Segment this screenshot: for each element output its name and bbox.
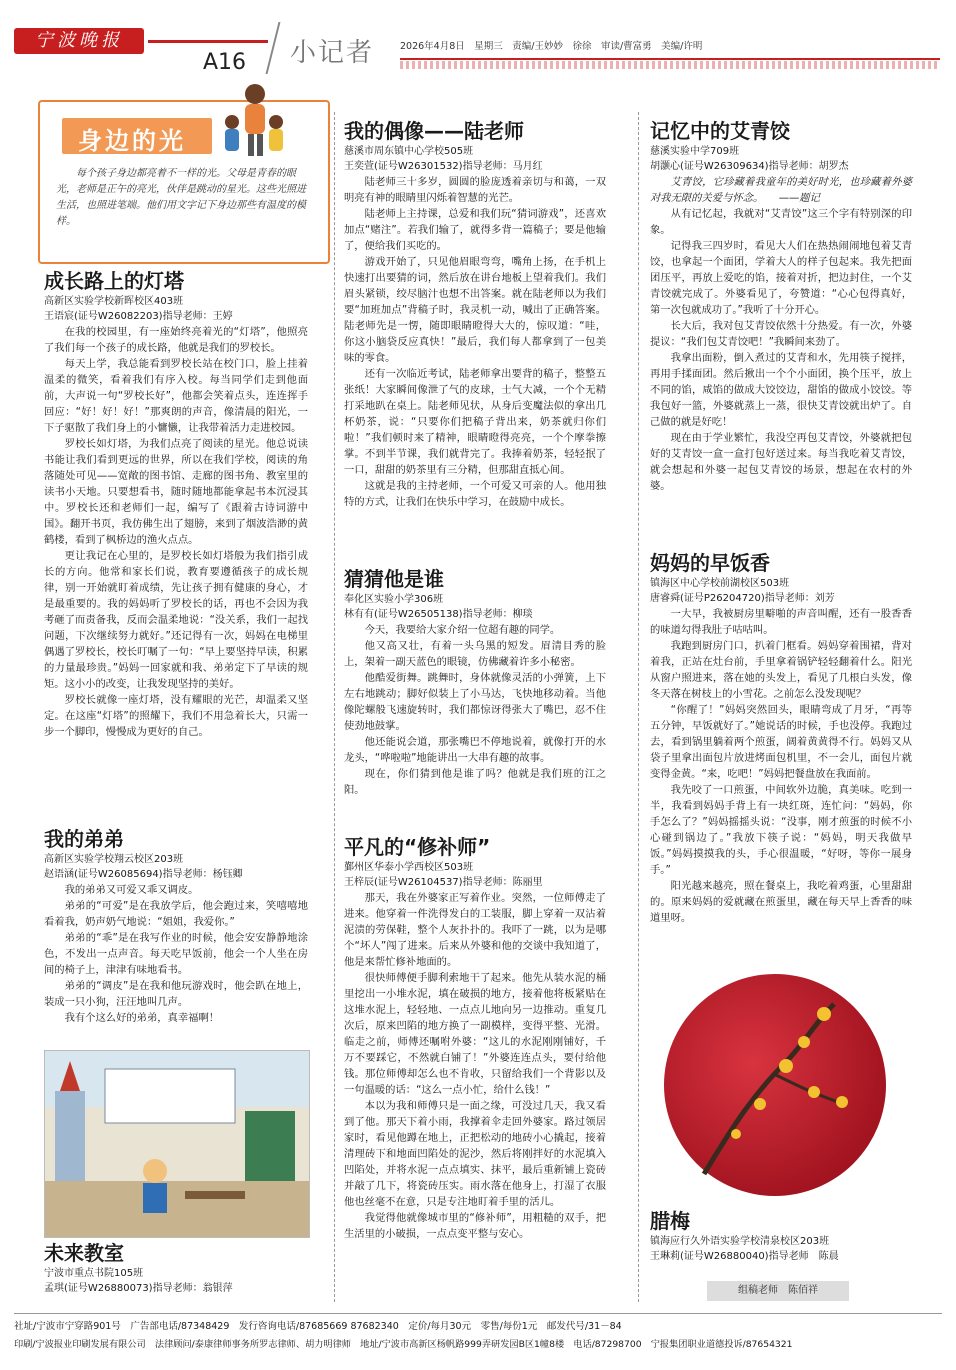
article-paragraph: 那天，我在外婆家正写着作业。突然，一位师傅走了进来。他穿着一件洗得发白的工装服，脚上穿着一双沾着泥渍的劳保鞋，整个人灰扑扑的。我吓了一跳，以为是哪个“坏人”闯了进来。后来从外婆和他的交谈中我知道了，他是来帮忙修补地面的。 xyxy=(344,892,606,968)
artwork-title: 腊梅 xyxy=(650,1209,690,1233)
masthead xyxy=(0,0,956,110)
article-paragraph: 更让我记在心里的，是罗校长如灯塔般为我们指引成长的方向。他常和家长们说，教育要遵循孩子的成长规律，别一开始就盯着成绩，先让孩子拥有健康的身心，才是最重要的。我的妈妈听了罗校长的话，再也不会因为我考砸了而责备我，反而会温柔地说：“没关系，我们一起找问题，下次继续努力就好。”还记得有一次，妈妈在电梯里偶遇了罗校长，校长叮嘱了一句：“早上要坚持早读，积累的力量最珍贵。”妈妈一回家就和我、弟弟定下了早读的规矩。这小小的改变，让我发现坚持的美好。 xyxy=(44,550,308,690)
footer-address: 社址/宁波市宁穿路901号 广告部电话/87348429 发行咨询电话/87685669 87682340 定价/每月30元 零售/每份1元 邮发代号/31－84 xyxy=(14,1321,622,1332)
column-divider xyxy=(334,112,335,1302)
article-school: 慈溪实验中学709班 xyxy=(650,146,740,157)
article-byline: 胡灏心(证号W26309634)指导老师：胡罗杰 xyxy=(650,161,849,172)
article-paragraph: 我先咬了一口煎蛋，中间软外边脆，真美味。吃到一半，我看到妈妈手背上有一块红斑，连忙问：“妈妈，你手怎么了？”妈妈摇摇头说：“没事，刚才煎蛋的时候不小心碰到锅边了。”我放下筷子说：“妈妈，明天我做早饭。”妈妈摸摸我的头，手心很温暖，“好呀，等你一展身手。” xyxy=(650,784,912,876)
article-paragraph: 他还能说会道，那张嘴巴不停地说着，就像打开的水龙头，“哗啦啦”地能讲出一大串有趣的故事。 xyxy=(344,736,606,764)
article-paragraph: 我觉得他就像城市里的“修补师”，用粗糙的双手，把生活里的小破损，一点点变平整与安心。 xyxy=(344,1212,606,1240)
article-paragraph: 一大早，我被厨房里噼啪的声音叫醒，还有一股香香的味道勾得我肚子咕咕叫。 xyxy=(650,608,912,636)
article-paragraph: 记得我三四岁时，看见大人们在热热闹闹地包着艾青饺，也拿起一个面团，学着大人的样子包起来。我先把面团压平，再放上爱吃的馅，接着对折，把边封住，一个艾青饺就完成了。外婆看见了，夸赞道：“心心包得真好，第一次包就成功了。”我听了十分开心。 xyxy=(650,240,912,316)
column-divider xyxy=(638,112,639,1302)
plum-branch-drawing xyxy=(664,974,886,1196)
article-title: 我的偶像——陆老师 xyxy=(344,119,524,143)
plum-blossom-painting xyxy=(664,974,886,1196)
artwork-byline: 王琳莉(证号W26880040)指导老师 陈晨 xyxy=(650,1251,839,1262)
artwork-school: 宁波市重点书院105班 xyxy=(44,1268,144,1279)
article-paragraph: 弟弟的“调皮”是在我和他玩游戏时，他会趴在地上，装成一只小狗，汪汪地叫几声。 xyxy=(44,980,308,1008)
article-paragraph: 从有记忆起，我就对“艾青饺”这三个字有特别深的印象。 xyxy=(650,208,912,236)
article-school: 高新区实验学校新晖校区403班 xyxy=(44,296,184,307)
page-number: A16 xyxy=(203,50,247,75)
article-paragraph: 陆老师三十多岁，圆圆的脸庞透着亲切与和蔼，一双明亮有神的眼睛里闪烁着智慧的光芒。 xyxy=(344,176,606,204)
article-breakfast xyxy=(650,550,912,926)
article-school: 奉化区实验小学306班 xyxy=(344,594,444,605)
article-paragraph: 现在，你们猜到他是谁了吗？他就是我们班的江之阳。 xyxy=(344,768,606,796)
article-paragraph: 现在由于学业繁忙，我没空再包艾青饺，外婆就把包好的艾青饺一盒一盒打包好送过来。每当我吃着艾青饺，就会想起和外婆一起包艾青饺的场景，想起在农村的外婆。 xyxy=(650,432,912,492)
future-classroom-painting xyxy=(44,1050,310,1238)
article-paragraph: 罗校长如灯塔，为我们点亮了阅读的星光。他总说读书能让我们看到更远的世界，所以在我们学校，阅读的角落随处可见——宽敞的图书馆、走廊的图书角、教室里的读书小天地。只要想看书，随时随地都能拿起书本沉浸其中。罗校长还和老师们一起，编写了《跟着古诗词游中国》。翻开书页，我仿佛生出了翅膀，来到了烟波浩渺的黄鹤楼，看到了枫桥边的渔火点点。 xyxy=(44,438,308,546)
article-school: 慈溪市周东镇中心学校505班 xyxy=(344,146,474,157)
article-brother xyxy=(44,826,308,1026)
article-paragraph: 我有个这么好的弟弟，真幸福啊！ xyxy=(64,1012,220,1024)
article-paragraph: 游戏开始了，只见他眉眼弯弯，嘴角上扬，在手机上快速打出要猜的词，然后放在讲台地板上望着我们。我们眉头紧锁，绞尽脑汁也想不出答案。就在陆老师以为我们要“加班加点”背稿子时，我灵机一动，喊出了正确答案。陆老师先是一愣，随即眼睛瞪得大大的，惊叹道：“哇，你这小脑袋反应真快！”最后，我们每人都拿到了一包美味的零食。 xyxy=(344,256,606,364)
article-school: 高新区实验学校翔云校区203班 xyxy=(44,854,184,865)
article-paragraph: 每天上学，我总能看到罗校长站在校门口，脸上挂着温柔的微笑，看着我们有序入校。每当同学们走到他面前，大声说一句“罗校长好”，他都会笑着点头，连连挥手回应：“好！好！好！”那爽朗的声音，像清晨的阳光，一下子驱散了我们身上的小慵懒，让我带着活力走进校园。 xyxy=(44,358,308,434)
article-school: 鄞州区华泰小学西校区503班 xyxy=(344,862,474,873)
article-repairer xyxy=(344,834,606,1242)
article-paragraph: 今天，我要给大家介绍一位超有趣的同学。 xyxy=(364,624,561,636)
editor-credit: 组稿老师 陈佰祥 xyxy=(707,1281,849,1301)
article-paragraph: 弟弟的“可爱”是在我放学后，他会跑过来，笑嘻嘻地看着我，奶声奶气地说：“姐姐，我爱你。” xyxy=(44,900,308,928)
article-paragraph: 阳光越来越亮，照在餐桌上，我吃着鸡蛋，心里甜甜的。原来妈妈的爱就藏在煎蛋里，藏在每天早上香香的味道里呀。 xyxy=(650,880,912,924)
article-byline: 赵语涵(证号W26085694)指导老师：杨钰卿 xyxy=(44,869,243,880)
masthead-rule xyxy=(148,40,268,43)
article-title: 猜猜他是谁 xyxy=(344,567,444,591)
article-guess xyxy=(344,566,606,798)
artwork-caption-plum xyxy=(650,1208,912,1264)
article-epigraph: 艾青饺，它珍藏着我童年的美好时光，也珍藏着外婆对我无限的关爱与怀念。 ——题记 xyxy=(650,176,912,204)
article-paragraph: 他酷爱街舞。跳舞时，身体就像灵活的小弹簧，上下左右地跳动；脚好似装上了小马达，飞快地移动着。当他像陀螺般飞速旋转时，我们都惊讶得张大了嘴巴，忍不住使劲地鼓掌。 xyxy=(344,672,606,732)
article-paragraph: 罗校长就像一座灯塔，没有耀眼的光芒，却温柔又坚定。在这座“灯塔”的照耀下，我们不用急着长大，只需一步一个脚印，慢慢成为更好的自己。 xyxy=(44,694,308,738)
artwork-caption-classroom xyxy=(44,1240,308,1296)
article-title: 成长路上的灯塔 xyxy=(44,269,184,293)
article-title: 平凡的“修补师” xyxy=(344,835,491,859)
article-school: 镇海区中心学校前湖校区503班 xyxy=(650,578,790,589)
header-pattern xyxy=(400,61,940,69)
newspaper-logo: 宁波晚报 xyxy=(14,28,144,54)
intro-title: 身边的光 xyxy=(78,126,186,155)
article-title: 妈妈的早饭香 xyxy=(650,551,770,575)
article-lighthouse xyxy=(44,268,308,740)
article-paragraph: “你醒了！”妈妈突然回头，眼睛弯成了月牙，“再等五分钟，早饭就好了。”她说话的时候，手也没停。我跑过去，看到锅里躺着两个煎蛋，阔着黄黄得不行。妈妈又从袋子里拿出面包片放进烤面包机里，不一会儿，面包片就变得金黄。“来，吃吧！”妈妈把餐盘放在我面前。 xyxy=(650,704,912,780)
article-title: 记忆中的艾青饺 xyxy=(650,119,790,143)
article-paragraph: 我的弟弟又可爱又乖又调皮。 xyxy=(64,884,199,896)
footer-printing: 印刷/宁波报业印刷发展有限公司 法律顾问/泰康律师事务所罗志律师、胡力明律师 地址/宁波市高新区杨帆路999弄研发园B区1幢8楼 电话/87298700 宁报集团职业道德投诉/87654321 xyxy=(14,1339,793,1350)
section-title: 小记者 xyxy=(290,38,375,68)
article-paragraph: 弟弟的“乖”是在我写作业的时候，他会安安静静地涂色，不发出一点声音。每天吃早饭前，他会一个人坐在房间的椅子上，津津有味地看书。 xyxy=(44,932,308,976)
family-illustration xyxy=(212,76,298,162)
article-byline: 王语宸(证号W26082203)指导老师：王婷 xyxy=(44,311,233,322)
article-paragraph: 在我的校园里，有一座始终亮着光的“灯塔”，他照亮了我们每一个孩子的成长路，他就是我们的罗校长。 xyxy=(44,326,308,354)
article-paragraph: 我跑到厨房门口，扒着门框看。妈妈穿着围裙，背对着我，正站在灶台前，手里拿着锅铲轻轻翻着什么。阳光从窗户照进来，落在她的头发上，看见了几根白头发，像冬天落在树枝上的小雪花。之前怎么没发现呢？ xyxy=(650,640,912,700)
article-paragraph: 我拿出面粉，倒入煮过的艾青和水，先用筷子搅拌，再用手揉面团。然后揪出一个个小面团，换个压平，放上不同的馅，咸馅的做成大饺饺边，甜馅的做成小饺饺。等我包好一篮，外婆就蒸上一蒸，很快艾青饺就出炉了。自己做的就是好吃！ xyxy=(650,352,912,428)
article-paragraph: 他又高又壮，有着一头乌黑的短发。眉清目秀的脸上，架着一副天蓝色的眼镜，仿佛藏着许多小秘密。 xyxy=(344,640,606,668)
header-rule xyxy=(400,58,940,60)
divider-slash xyxy=(266,22,281,74)
article-byline: 林有有(证号W26505138)指导老师：柳琰 xyxy=(344,609,533,620)
article-paragraph: 这就是我的主持老师，一个可爱又可亲的人。他用独特的方式，让我们在快乐中学习，在鼓励中成长。 xyxy=(344,480,606,508)
artwork-byline: 孟琪(证号W26880073)指导老师：翁银萍 xyxy=(44,1283,233,1294)
classroom-drawing xyxy=(45,1051,309,1237)
article-paragraph: 长大后，我对包艾青饺依然十分热爱。有一次，外婆提议：“我们包艾青饺吧！”我瞬间来劲了。 xyxy=(650,320,912,348)
artwork-school: 镇海应行久外语实验学校清泉校区203班 xyxy=(650,1236,830,1247)
article-byline: 唐睿舜(证号P26204720)指导老师：刘芳 xyxy=(650,593,835,604)
article-idol xyxy=(344,118,606,510)
article-dumplings xyxy=(650,118,912,494)
article-title: 我的弟弟 xyxy=(44,827,124,851)
article-byline: 王奕萱(证号W26301532)指导老师：马月红 xyxy=(344,161,543,172)
issue-info: 2026年4月8日 星期三 责编/王妙妙 徐徐 审读/曹富勇 美编/许明 xyxy=(400,41,703,52)
article-paragraph: 很快师傅便手脚利索地干了起来。他先从装水泥的桶里挖出一小堆水泥，填在破损的地方，接着他将板紧贴在这堆水泥上，轻轻地、一点点儿地向另一边推动。重复几次后，原来凹陷的地方换了一副模样，变得平整、光滑。临走之前，师傅还嘱咐外婆：“这儿的水泥刚刚铺好，千万不要踩它，不然就白铺了！”外婆连连点头，要付给他钱。那位师傅却怎么也不肯收，只留给我们一个背影以及一句温暖的话：“这么一点小忙，给什么钱！” xyxy=(344,972,606,1096)
article-paragraph: 本以为我和师傅只是一面之缘，可没过几天，我又看到了他。那天下着小雨，我撑着伞走回外婆家。路过领居家时，看见他蹲在地上，正把松动的地砖小心撬起，接着清理砖下和地面凹陷处的泥沙，然后将刚拌好的水泥填入凹陷处，并将水泥一点点填实、抹平，最后重新铺上瓷砖并敲了几下，将瓷砖压实。雨水落在他身上，打湿了衣服他也丝毫不在意，只是专注地盯着手里的活儿。 xyxy=(344,1100,606,1208)
footer-rule xyxy=(14,1313,942,1314)
article-paragraph: 陆老师上主持课，总爱和我们玩“猜词游戏”，还喜欢加点“赌注”。若我们输了，就得多背一篇稿子；要是他输了，便给我们买吃的。 xyxy=(344,208,606,252)
article-byline: 王梓辰(证号W26104537)指导老师：陈丽里 xyxy=(344,877,543,888)
article-paragraph: 还有一次临近考试，陆老师拿出要背的稿子，整整五张纸！大家瞬间像泄了气的皮球，士气大减，一个个无精打采地趴在桌上。陆老师见状，从身后变魔法似的拿出几杯奶茶，说：“只要你们把稿子背出来，奶茶就归你们啦！”我们顿时来了精神，眼睛瞪得亮亮，一个个摩拳擦掌。不到半节课，我们就背完了。我捧着奶茶，轻轻抿了一口，甜甜的奶茶里有三分精，但那甜直抵心间。 xyxy=(344,368,606,476)
artwork-title: 未来教室 xyxy=(44,1241,124,1265)
intro-text: 每个孩子身边都亮着不一样的光。父母是青春的眼光，老师是正午的亮光，伙伴是跳动的星光。这些光照进生活，也照进笔端。他们用文字记下身边那些有温度的模样。 xyxy=(56,168,306,227)
